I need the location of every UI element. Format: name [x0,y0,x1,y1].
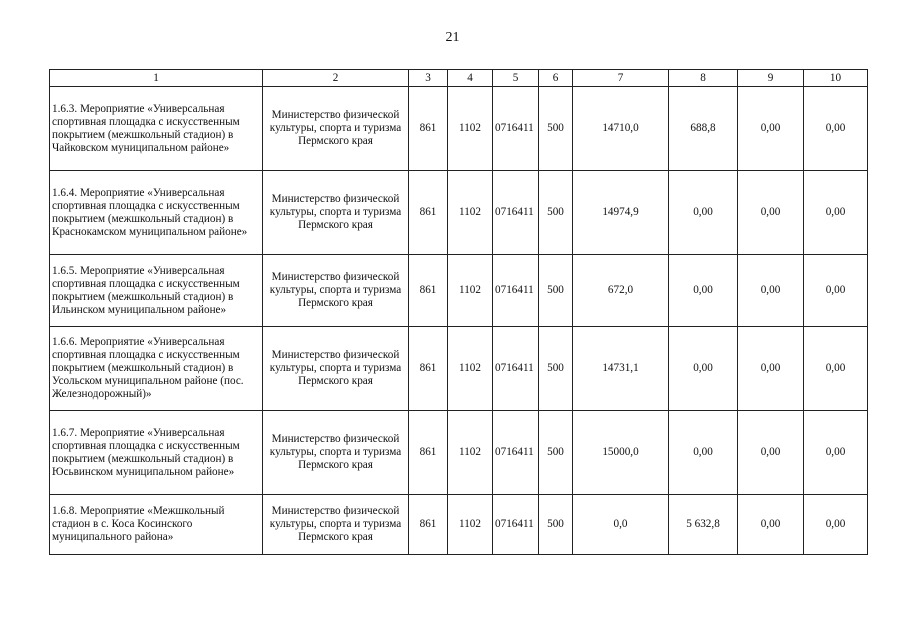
column-header: 10 [804,70,868,87]
cell-col6: 500 [539,87,573,171]
cell-col8: 0,00 [669,171,738,255]
cell-col3: 861 [409,255,448,327]
cell-col6: 500 [539,327,573,411]
cell-col10: 0,00 [804,327,868,411]
column-header: 4 [448,70,493,87]
cell-col5: 0716411 [493,495,539,555]
cell-col8: 688,8 [669,87,738,171]
cell-col10: 0,00 [804,411,868,495]
column-header: 1 [50,70,263,87]
cell-col5: 0716411 [493,411,539,495]
cell-col3: 861 [409,327,448,411]
activity-description: 1.6.3. Мероприятие «Универсальная спортивная площадка с искусственным покрытием (межшкольный стадион) в Чайковском муниципальном районе» [50,87,263,171]
cell-col6: 500 [539,411,573,495]
column-header: 5 [493,70,539,87]
activity-description: 1.6.8. Мероприятие «Межшкольный стадион в с. Коса Косинского муниципального района» [50,495,263,555]
responsible-ministry: Министерство физической культуры, спорта и туризма Пермского края [263,255,409,327]
column-header: 8 [669,70,738,87]
cell-col9: 0,00 [738,171,804,255]
cell-col8: 5 632,8 [669,495,738,555]
table-row [50,411,868,495]
responsible-ministry: Министерство физической культуры, спорта и туризма Пермского края [263,171,409,255]
cell-col9: 0,00 [738,411,804,495]
table-row [50,87,868,171]
table-row [50,171,868,255]
cell-col5: 0716411 [493,87,539,171]
cell-col4: 1102 [448,171,493,255]
cell-col9: 0,00 [738,327,804,411]
column-header: 7 [573,70,669,87]
cell-col7: 14731,1 [573,327,669,411]
cell-col6: 500 [539,255,573,327]
cell-col4: 1102 [448,327,493,411]
cell-col5: 0716411 [493,255,539,327]
cell-col5: 0716411 [493,171,539,255]
cell-col4: 1102 [448,87,493,171]
cell-col3: 861 [409,495,448,555]
cell-col5: 0716411 [493,327,539,411]
cell-col10: 0,00 [804,495,868,555]
cell-col4: 1102 [448,411,493,495]
cell-col6: 500 [539,495,573,555]
cell-col7: 15000,0 [573,411,669,495]
cell-col4: 1102 [448,255,493,327]
activity-description: 1.6.6. Мероприятие «Универсальная спортивная площадка с искусственным покрытием (межшкольный стадион) в Усольском муниципальном районе (пос. Железнодорожный)» [50,327,263,411]
column-header: 3 [409,70,448,87]
cell-col8: 0,00 [669,411,738,495]
table-row [50,495,868,555]
column-header: 9 [738,70,804,87]
budget-table [49,69,868,555]
responsible-ministry: Министерство физической культуры, спорта и туризма Пермского края [263,495,409,555]
page-number: 21 [445,30,460,45]
activity-description: 1.6.4. Мероприятие «Универсальная спортивная площадка с искусственным покрытием (межшкольный стадион) в Краснокамском муниципальном районе» [50,171,263,255]
cell-col10: 0,00 [804,87,868,171]
cell-col3: 861 [409,411,448,495]
activity-description: 1.6.5. Мероприятие «Универсальная спортивная площадка с искусственным покрытием (межшкольный стадион) в Ильинском муниципальном районе» [50,255,263,327]
responsible-ministry: Министерство физической культуры, спорта и туризма Пермского края [263,411,409,495]
cell-col8: 0,00 [669,327,738,411]
cell-col7: 0,0 [573,495,669,555]
cell-col4: 1102 [448,495,493,555]
activity-description: 1.6.7. Мероприятие «Универсальная спортивная площадка с искусственным покрытием (межшкольный стадион) в Юсьвинском муниципальном районе» [50,411,263,495]
cell-col3: 861 [409,171,448,255]
cell-col8: 0,00 [669,255,738,327]
cell-col9: 0,00 [738,255,804,327]
responsible-ministry: Министерство физической культуры, спорта и туризма Пермского края [263,327,409,411]
column-header: 2 [263,70,409,87]
responsible-ministry: Министерство физической культуры, спорта и туризма Пермского края [263,87,409,171]
cell-col7: 14710,0 [573,87,669,171]
cell-col9: 0,00 [738,495,804,555]
cell-col6: 500 [539,171,573,255]
table-row [50,255,868,327]
cell-col7: 672,0 [573,255,669,327]
column-header-row [50,70,868,87]
table-row [50,327,868,411]
cell-col10: 0,00 [804,255,868,327]
cell-col3: 861 [409,87,448,171]
cell-col9: 0,00 [738,87,804,171]
cell-col7: 14974,9 [573,171,669,255]
cell-col10: 0,00 [804,171,868,255]
column-header: 6 [539,70,573,87]
